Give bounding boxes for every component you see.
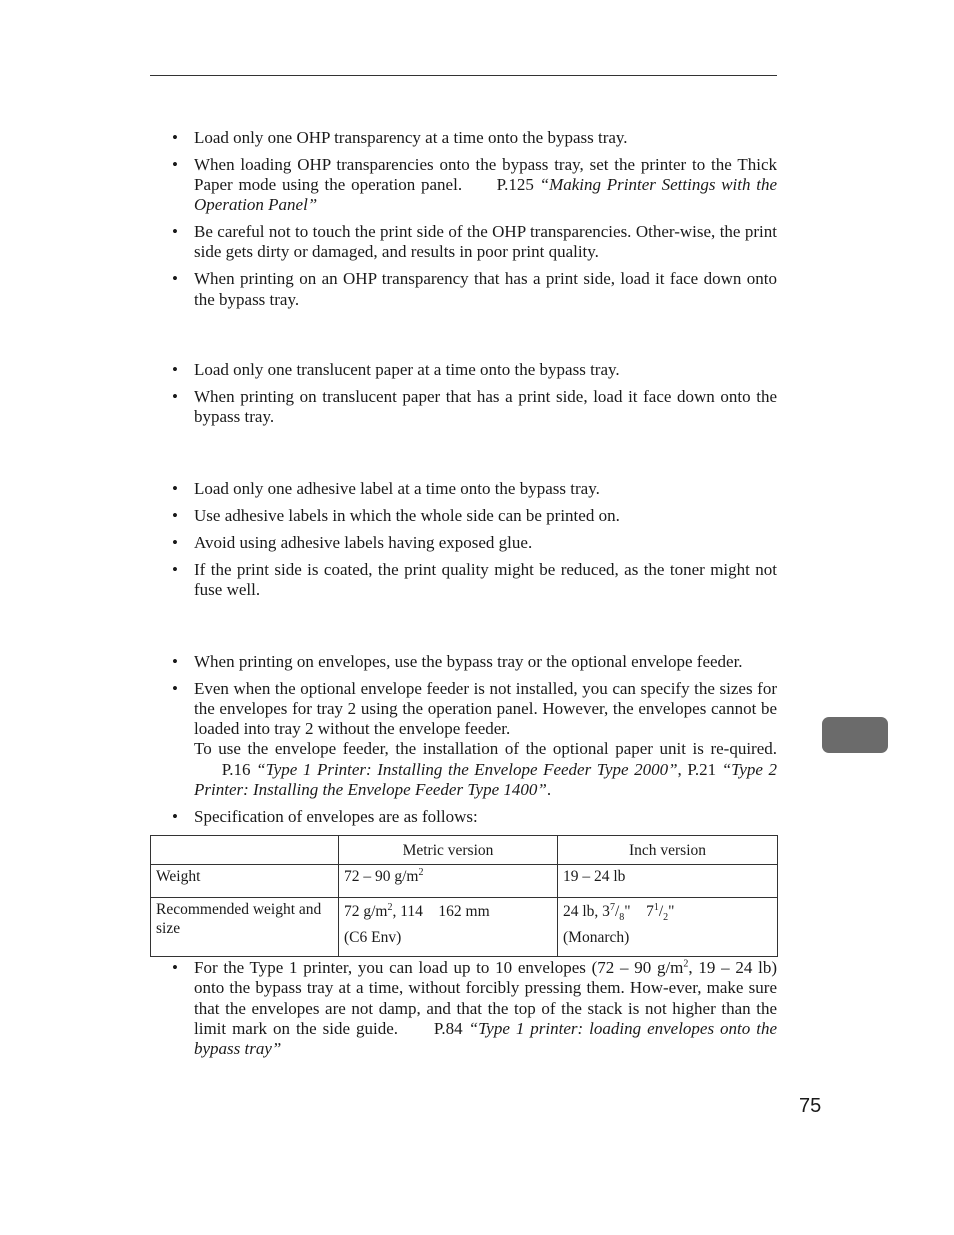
item-text: If the print side is coated, the print quality might be reduced, as the toner might not fuse well.: [194, 559, 777, 599]
item-text: • Even when the optional envelope feeder is not installed, you can specify the sizes for the envelopes for tray 2 using the operation panel. However, the envelopes cannot be loaded into tray 2 without the envelope feeder.: [194, 678, 777, 739]
list-item: [150, 652, 777, 672]
subscript: 2: [663, 912, 669, 924]
table-header-cell: [151, 836, 339, 865]
page-reference[interactable]: P.16: [221, 759, 257, 779]
table-header-cell: Metric version: [339, 836, 558, 865]
envelopes-list: [150, 652, 777, 827]
table-header-row: [151, 836, 778, 865]
cell-text: (Monarch): [563, 929, 630, 946]
list-item: [150, 222, 777, 263]
item-text: Load only one OHP transparency at a time onto the bypass tray.: [194, 128, 628, 147]
table-cell: 19 – 24 lb: [558, 865, 778, 898]
subscript: 8: [619, 912, 625, 924]
page-reference[interactable]: P.125: [496, 175, 540, 195]
header-rule: [150, 75, 777, 76]
list-item: [150, 958, 777, 1059]
cell-text: 24 lb, 3: [563, 903, 610, 920]
reference-title[interactable]: “Making Printer Settings with the Operation Panel”: [194, 175, 777, 215]
after-table-list: [150, 958, 777, 1059]
item-text: Use adhesive labels in which the whole side can be printed on.: [194, 506, 620, 526]
superscript: 2: [683, 958, 689, 970]
superscript: 7: [609, 901, 615, 913]
fraction-slash: /: [614, 903, 620, 920]
cell-text: ": [668, 903, 675, 920]
item-text: Load only one adhesive label at a time onto the bypass tray.: [194, 479, 600, 499]
page-body: [150, 128, 777, 834]
list-item: [150, 360, 777, 380]
list-item: [150, 155, 777, 216]
ohp-list: [150, 128, 777, 310]
item-text: For the Type 1 printer, you can load up to 10 envelopes (72 – 90 g/m: [194, 958, 684, 977]
cell-text: 72 – 90 g/m: [344, 868, 419, 885]
reference-title[interactable]: “Type 1 printer: loading envelopes onto the bypass tray”: [194, 1018, 778, 1059]
after-table-section: [150, 958, 777, 1066]
section-gap: [150, 607, 777, 652]
table-cell: [558, 898, 778, 957]
translucent-list: [150, 360, 777, 427]
table-cell: Weight: [151, 865, 339, 898]
list-item: [150, 506, 777, 526]
labels-list: [150, 479, 777, 600]
cell-text: (C6 Env): [344, 929, 402, 946]
punctuation: .: [546, 780, 552, 800]
section-gap: [150, 316, 777, 360]
item-text: Specification of envelopes are as follows:: [194, 806, 478, 826]
table-row: [151, 898, 778, 957]
item-text: To use the envelope feeder, the installation of the optional paper unit is re-quired.: [194, 739, 777, 759]
superscript: 2: [387, 901, 393, 913]
table-cell: Recommended weight and size: [151, 898, 339, 957]
section-gap: [150, 434, 777, 479]
list-item: [150, 533, 777, 553]
list-item: [150, 128, 777, 148]
reference-title[interactable]: “Type 2 Printer: Installing the Envelope Feeder Type 1400”: [194, 759, 778, 800]
item-text: , 19 – 24 lb) onto the bypass tray at a time, without forcibly pressing them. How-ever, make sure that the envelopes are not damp, and that the top of the stack is not higher than the limit mark on the side guide.: [194, 958, 778, 1038]
page-reference[interactable]: , P.21: [677, 759, 722, 779]
item-text: Be careful not to touch the print side of the OHP transparencies. Other-wise, the print side gets dirty or damaged, and results in poor print quality.: [194, 222, 777, 262]
superscript: 1: [653, 901, 659, 913]
item-text: When loading OHP transparencies onto the bypass tray, set the printer to the Thick Paper mode using the operation panel.: [194, 154, 777, 195]
list-item: [150, 479, 777, 499]
table-cell: [339, 898, 558, 957]
fraction-slash: /: [658, 903, 664, 920]
superscript: 2: [418, 866, 424, 878]
item-text: Load only one translucent paper at a time onto the bypass tray.: [194, 360, 620, 380]
list-item: [150, 269, 777, 310]
table-row: [151, 865, 778, 898]
item-text: Avoid using adhesive labels having exposed glue.: [194, 532, 533, 552]
reference-title[interactable]: “Type 1 Printer: Installing the Envelope Feeder Type 2000”: [256, 759, 678, 779]
item-text: When printing on an OHP transparency that has a print side, load it face down onto the bypass tray.: [194, 269, 777, 309]
list-item: [150, 387, 777, 428]
page-number: 75: [799, 1095, 822, 1117]
cell-text: 72 g/m: [344, 903, 388, 920]
page-reference[interactable]: P.84: [433, 1018, 469, 1038]
chapter-thumb-tab: [822, 717, 888, 753]
item-text: When printing on envelopes, use the bypass tray or the optional envelope feeder.: [194, 651, 743, 671]
table-cell: [339, 865, 558, 898]
table-header-cell: Inch version: [558, 836, 778, 865]
list-item: [150, 807, 777, 827]
cell-text: , 114 162 mm: [392, 903, 490, 920]
list-item: [150, 560, 777, 601]
envelope-spec-table: [150, 835, 778, 957]
cell-text: " 7: [624, 903, 654, 920]
item-text: When printing on translucent paper that has a print side, load it face down onto the bypass tray.: [194, 387, 777, 427]
list-item: [150, 679, 777, 801]
